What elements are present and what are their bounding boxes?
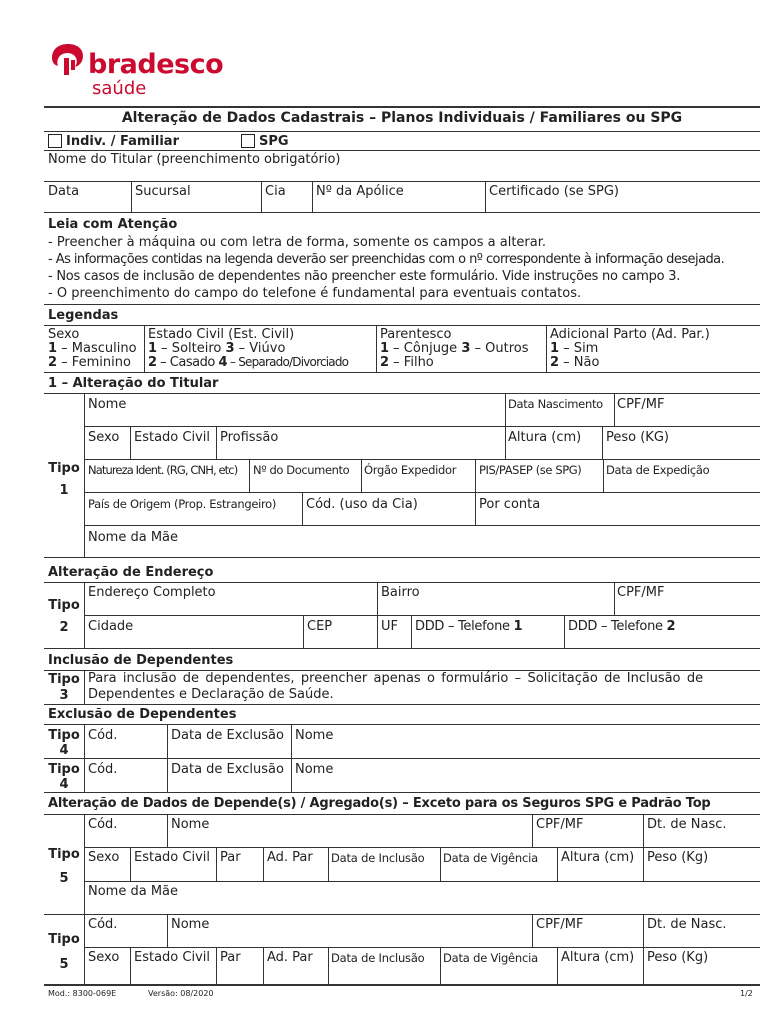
cep-field[interactable]: CEP — [307, 619, 333, 634]
section-4-title: Exclusão de Dependentes — [48, 707, 237, 722]
rule — [44, 758, 760, 759]
dep-1-data-vig-field[interactable]: Data de Vigência — [443, 851, 538, 865]
vline — [505, 426, 506, 459]
endereco-field[interactable]: Endereço Completo — [88, 585, 216, 600]
legend-estado-title: Estado Civil (Est. Civil) — [148, 327, 295, 342]
attention-title: Leia com Atenção — [48, 217, 178, 232]
tipo-3-number: 3 — [59, 688, 69, 703]
tipo-1-label: Tipo — [48, 461, 80, 476]
page-title: Alteração de Dados Cadastrais – Planos Individuais / Familiares ou SPG — [121, 110, 683, 126]
rule — [84, 947, 760, 948]
section-2-title: Alteração de Endereço — [48, 565, 214, 580]
dep-2-peso-field[interactable]: Peso (Kg) — [647, 950, 709, 965]
dep-1-ad-par-field[interactable]: Ad. Par — [267, 850, 313, 865]
exclusao-1-data-field[interactable]: Data de Exclusão — [171, 728, 284, 743]
legend-parentesco-title: Parentesco — [380, 327, 452, 342]
dep-2-data-inc-field[interactable]: Data de Inclusão — [331, 951, 425, 965]
rule — [84, 615, 760, 616]
dep-1-altura-field[interactable]: Altura (cm) — [561, 850, 635, 865]
dep-2-ad-par-field[interactable]: Ad. Par — [267, 950, 313, 965]
dep-1-data-inc-field[interactable]: Data de Inclusão — [331, 851, 425, 865]
tipo-4b-label: Tipo — [48, 762, 80, 777]
dep-2-altura-field[interactable]: Altura (cm) — [561, 950, 635, 965]
vline — [643, 847, 644, 881]
tipo-5b-number: 5 — [59, 957, 69, 972]
legend-parentesco-2: 2 – Filho — [380, 355, 434, 370]
vline — [216, 947, 217, 984]
vline — [84, 914, 85, 984]
titular-name-field[interactable]: Nome do Titular (preenchimento obrigatório) — [48, 152, 341, 167]
vline — [361, 459, 362, 492]
titular-natureza-field[interactable]: Natureza Ident. (RG, CNH, etc) — [88, 463, 238, 477]
vline — [557, 847, 558, 881]
titular-documento-field[interactable]: Nº do Documento — [253, 463, 350, 477]
vline — [130, 947, 131, 984]
legend-estado-2: 2 – Casado 4 – Separado/Divorciado — [148, 355, 349, 370]
vline — [261, 181, 262, 212]
inclusao-instruction-2: Dependentes e Declaração de Saúde. — [88, 687, 334, 702]
bottom-rule — [44, 984, 760, 986]
rule — [44, 304, 760, 305]
vline — [291, 758, 292, 792]
vline — [475, 492, 476, 525]
vline — [84, 670, 85, 704]
vline — [167, 914, 168, 947]
exclusao-2-cod-field[interactable]: Cód. — [88, 762, 118, 777]
indiv-checkbox[interactable] — [48, 134, 62, 148]
vline — [263, 847, 264, 881]
dep-1-sexo-field[interactable]: Sexo — [88, 850, 120, 865]
legend-title: Legendas — [48, 308, 119, 323]
vline — [546, 325, 547, 372]
tipo-2-label: Tipo — [48, 598, 80, 613]
vline — [557, 947, 558, 984]
rule — [44, 648, 760, 649]
vline — [475, 459, 476, 492]
vline — [167, 814, 168, 847]
certificado-field[interactable]: Certificado (se SPG) — [489, 184, 619, 199]
titular-altura-field[interactable]: Altura (cm) — [508, 430, 582, 445]
tipo-4b-number: 4 — [59, 777, 69, 792]
vline — [614, 582, 615, 615]
telefone-2-field[interactable]: DDD – Telefone 2 — [568, 619, 676, 634]
exclusao-1-nome-field[interactable]: Nome — [295, 728, 334, 743]
vline — [411, 615, 412, 648]
dep-2-par-field[interactable]: Par — [220, 950, 241, 965]
dep-2-dt-nasc-field[interactable]: Dt. de Nasc. — [647, 917, 727, 932]
dep-1-mae-field[interactable]: Nome da Mãe — [88, 884, 179, 899]
vline — [643, 814, 644, 847]
titular-profissao-field[interactable]: Profissão — [220, 430, 279, 445]
rule — [84, 525, 760, 526]
legend-parto-title: Adicional Parto (Ad. Par.) — [550, 327, 710, 342]
title-top-rule — [44, 106, 760, 108]
dep-2-data-vig-field[interactable]: Data de Vigência — [443, 951, 538, 965]
rule — [84, 881, 760, 882]
vline — [130, 847, 131, 881]
dep-2-sexo-field[interactable]: Sexo — [88, 950, 120, 965]
vline — [302, 492, 303, 525]
dep-2-cod-field[interactable]: Cód. — [88, 917, 118, 932]
vline — [377, 615, 378, 648]
dep-1-cpf-field[interactable]: CPF/MF — [536, 817, 584, 832]
rule — [44, 393, 760, 394]
vline — [84, 393, 85, 557]
vline — [643, 947, 644, 984]
dep-1-peso-field[interactable]: Peso (Kg) — [647, 850, 709, 865]
titular-cpf-field[interactable]: CPF/MF — [617, 397, 665, 412]
titular-mae-field[interactable]: Nome da Mãe — [88, 530, 179, 545]
vline — [564, 615, 565, 648]
titular-sexo-field[interactable]: Sexo — [88, 430, 120, 445]
dep-2-nome-field[interactable]: Nome — [171, 917, 210, 932]
vline — [130, 426, 131, 459]
titular-peso-field[interactable]: Peso (KG) — [606, 430, 669, 445]
title-bottom-rule — [44, 131, 760, 132]
vline — [303, 615, 304, 648]
telefone-1-field[interactable]: DDD – Telefone 1 — [415, 619, 523, 634]
spg-checkbox[interactable] — [241, 134, 255, 148]
dep-1-cod-field[interactable]: Cód. — [88, 817, 118, 832]
vline — [602, 426, 603, 459]
vline — [263, 947, 264, 984]
exclusao-2-data-field[interactable]: Data de Exclusão — [171, 762, 284, 777]
indiv-label: Indiv. / Familiar — [66, 134, 179, 149]
cidade-field[interactable]: Cidade — [88, 619, 134, 634]
tipo-5b-label: Tipo — [48, 932, 80, 947]
attention-line: - Preencher à máquina ou com letra de forma, somente os campos a alterar. — [48, 235, 547, 250]
rule — [44, 372, 760, 373]
footer-mod: Mod.: 8300-069E — [48, 989, 117, 998]
apolice-field[interactable]: Nº da Apólice — [316, 184, 404, 199]
titular-data-nasc-field[interactable]: Data Nascimento — [508, 397, 603, 411]
legend-parentesco-1: 1 – Cônjuge 3 – Outros — [380, 341, 529, 356]
attention-line: - Nos casos de inclusão de dependentes não preencher este formulário. Vide instruções no campo 3. — [48, 269, 681, 284]
dep-2-cpf-field[interactable]: CPF/MF — [536, 917, 584, 932]
rule — [84, 492, 760, 493]
titular-nome-field[interactable]: Nome — [88, 397, 127, 412]
dep-2-estado-field[interactable]: Estado Civil — [134, 950, 210, 965]
titular-orgao-field[interactable]: Órgão Expedidor — [364, 463, 457, 477]
vline — [216, 847, 217, 881]
tipo-4a-number: 4 — [59, 743, 69, 758]
section-1-title: 1 – Alteração do Titular — [48, 376, 219, 391]
titular-pais-field[interactable]: País de Origem (Prop. Estrangeiro) — [88, 497, 277, 511]
rule — [44, 724, 760, 725]
rule — [44, 325, 760, 326]
legend-sexo-2: 2 – Feminino — [48, 355, 131, 370]
brand-sub: saúde — [92, 78, 147, 99]
rule — [44, 914, 760, 915]
attention-line: - O preenchimento do campo do telefone é fundamental para eventuais contatos. — [48, 286, 582, 301]
titular-por-conta-field[interactable]: Por conta — [479, 497, 541, 512]
vline — [532, 914, 533, 947]
tipo-1-number: 1 — [59, 483, 69, 498]
legend-estado-1: 1 – Solteiro 3 – Viúvo — [148, 341, 286, 356]
legend-parto-1: 1 – Sim — [550, 341, 599, 356]
titular-data-exp-field[interactable]: Data de Expedição — [606, 463, 710, 477]
vline — [144, 325, 145, 372]
vline — [216, 426, 217, 459]
vline — [291, 724, 292, 758]
rule — [44, 150, 760, 151]
rule — [44, 181, 760, 182]
footer-versao: Versão: 08/2020 — [148, 989, 214, 998]
attention-line: - As informações contidas na legenda deverão ser preenchidas com o nº correspondente à informação desejada. — [48, 252, 725, 267]
inclusao-instruction-1: Para inclusão de dependentes, preencher apenas o formulário – Solicitação de Inclusão de — [88, 671, 704, 686]
rule — [44, 212, 760, 213]
vline — [167, 758, 168, 792]
rule — [44, 792, 760, 793]
vline — [505, 393, 506, 426]
vline — [249, 459, 250, 492]
vline — [167, 724, 168, 758]
bradesco-tree-icon — [48, 42, 86, 76]
section-3-title: Inclusão de Dependentes — [48, 653, 234, 668]
tipo-4a-label: Tipo — [48, 728, 80, 743]
tipo-2-number: 2 — [59, 620, 69, 635]
exclusao-2-nome-field[interactable]: Nome — [295, 762, 334, 777]
exclusao-1-cod-field[interactable]: Cód. — [88, 728, 118, 743]
vline — [532, 814, 533, 847]
vline — [328, 947, 329, 984]
vline — [485, 181, 486, 212]
rule — [84, 459, 760, 460]
spg-label: SPG — [259, 134, 289, 149]
endereco-cpf-field[interactable]: CPF/MF — [617, 585, 665, 600]
vline — [603, 459, 604, 492]
section-5-title: Alteração de Dados de Depende(s) / Agregado(s) – Exceto para os Seguros SPG e Padrão Top — [48, 796, 711, 811]
vline — [440, 847, 441, 881]
rule — [84, 426, 760, 427]
data-field[interactable]: Data — [48, 184, 80, 199]
vline — [377, 582, 378, 615]
vline — [131, 181, 132, 212]
vline — [643, 914, 644, 947]
titular-cod-field[interactable]: Cód. (uso da Cia) — [306, 497, 418, 512]
legend-sexo-1: 1 – Masculino — [48, 341, 137, 356]
rule — [44, 582, 760, 583]
vline — [328, 847, 329, 881]
legend-sexo-title: Sexo — [48, 327, 80, 342]
dep-1-par-field[interactable]: Par — [220, 850, 241, 865]
vline — [614, 393, 615, 426]
rule — [44, 557, 760, 558]
vline — [440, 947, 441, 984]
brand-name: bradesco — [88, 49, 224, 80]
dep-1-estado-field[interactable]: Estado Civil — [134, 850, 210, 865]
vline — [376, 325, 377, 372]
legend-parto-2: 2 – Não — [550, 355, 600, 370]
dep-1-nome-field[interactable]: Nome — [171, 817, 210, 832]
tipo-3-label: Tipo — [48, 672, 80, 687]
footer-page: 1/2 — [740, 989, 753, 998]
sucursal-field[interactable]: Sucursal — [135, 184, 191, 199]
titular-estado-civil-field[interactable]: Estado Civil — [134, 430, 210, 445]
rule — [44, 704, 760, 705]
tipo-5a-number: 5 — [59, 871, 69, 886]
brand-logo — [48, 42, 224, 99]
cia-field[interactable]: Cia — [265, 184, 286, 199]
uf-field[interactable]: UF — [381, 619, 398, 634]
vline — [312, 181, 313, 212]
rule — [84, 847, 760, 848]
vline — [84, 814, 85, 914]
tipo-5a-label: Tipo — [48, 847, 80, 862]
rule — [44, 814, 760, 815]
dep-1-dt-nasc-field[interactable]: Dt. de Nasc. — [647, 817, 727, 832]
titular-pis-field[interactable]: PIS/PASEP (se SPG) — [479, 463, 582, 477]
bairro-field[interactable]: Bairro — [381, 585, 420, 600]
